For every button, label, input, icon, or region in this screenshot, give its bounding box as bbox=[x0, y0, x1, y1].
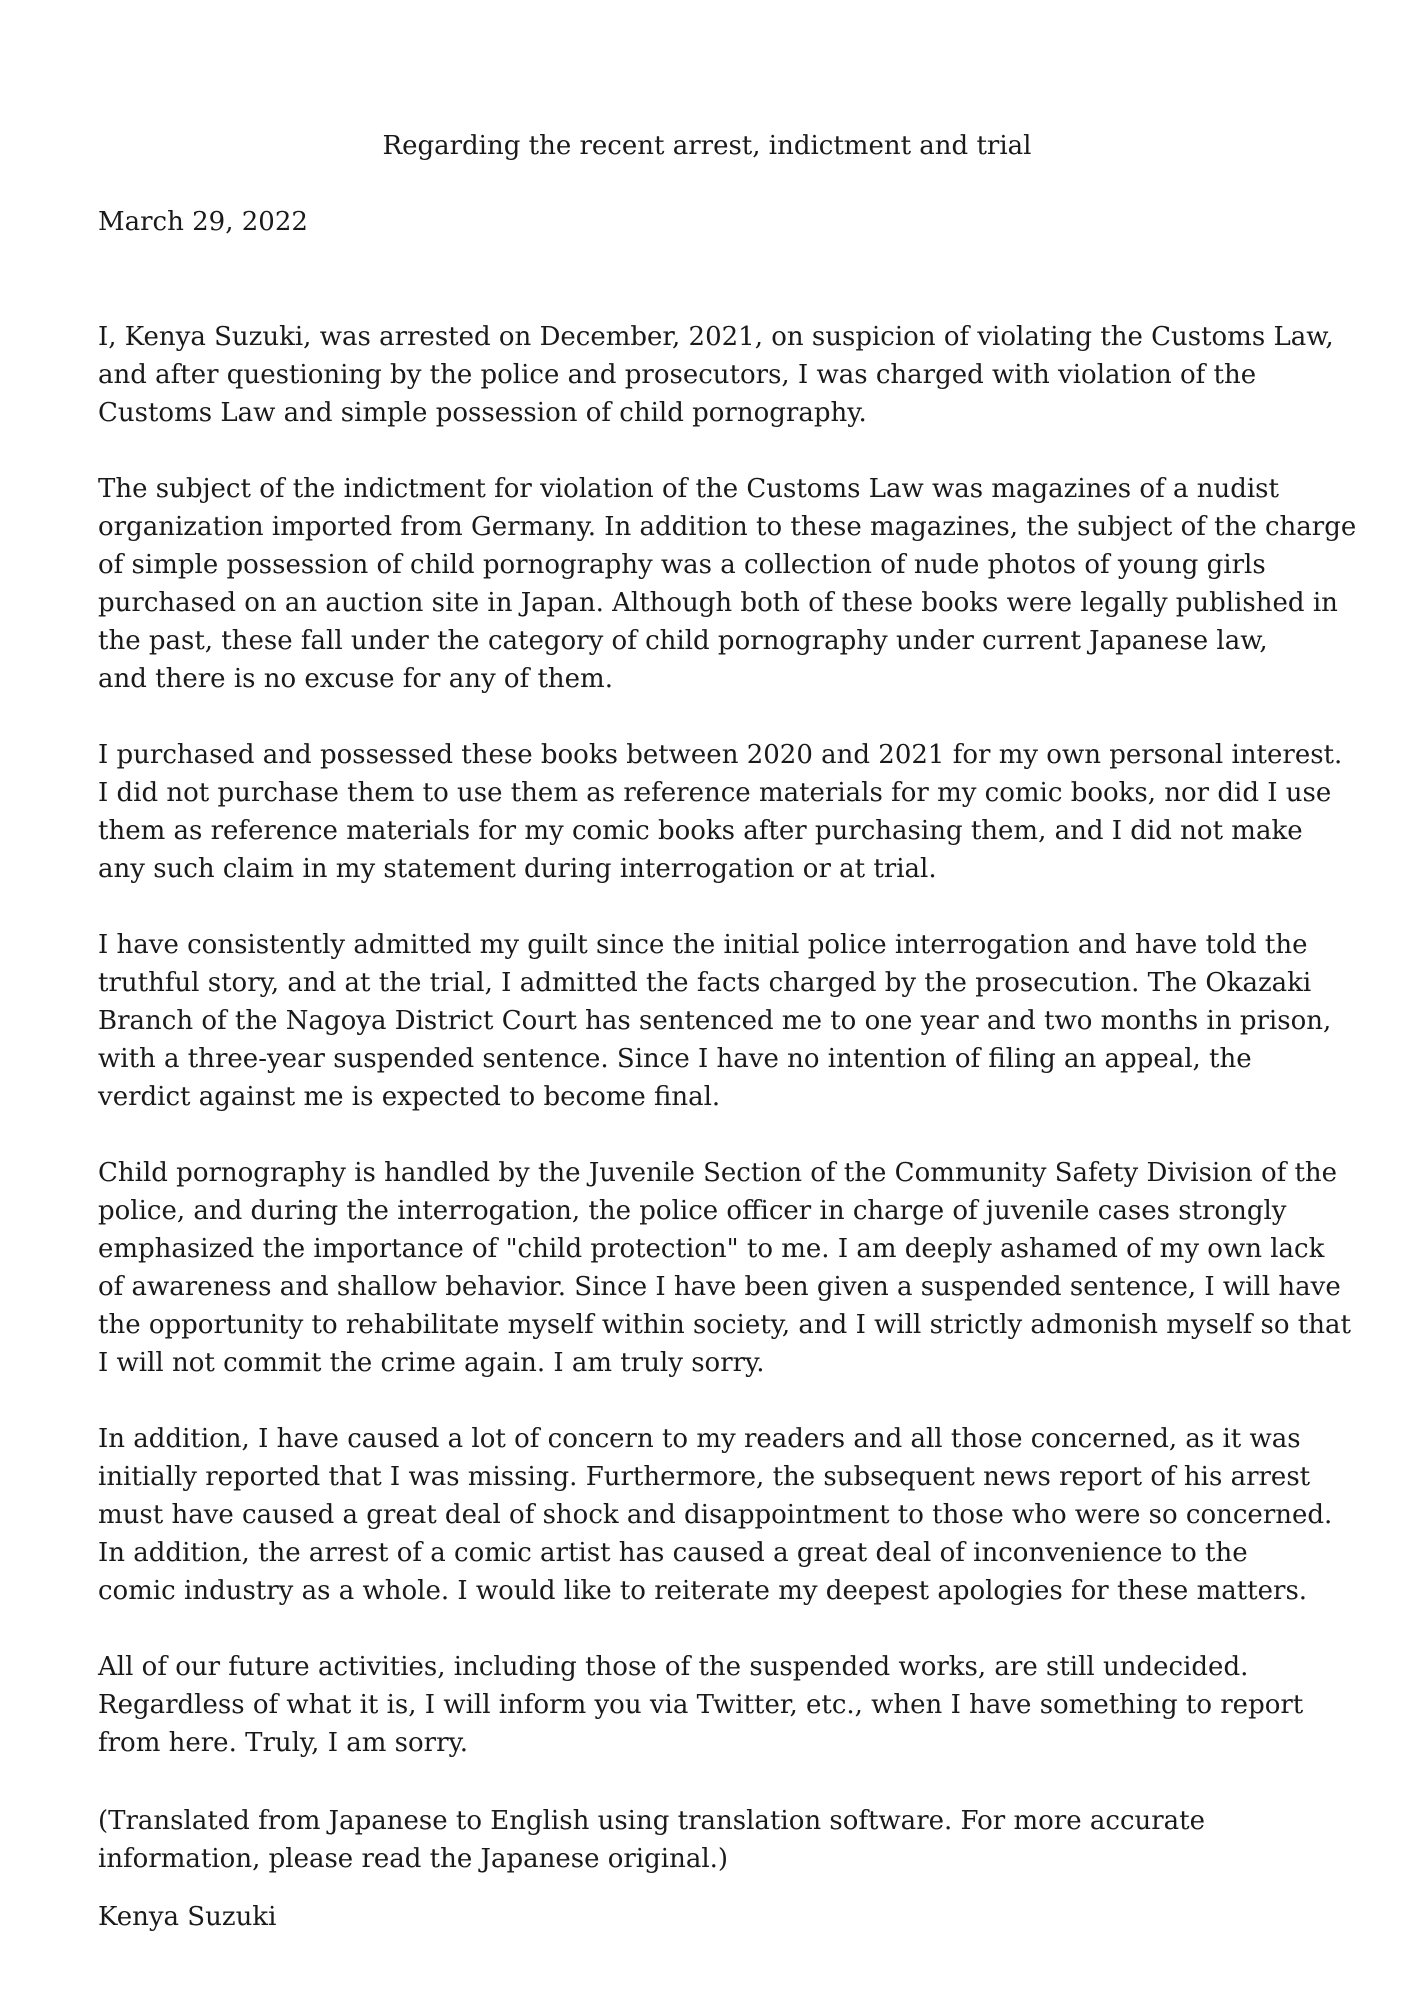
paragraph-line: Branch of the Nagoya District Court has sentenced me to one year and two months in prison, bbox=[98, 1006, 1332, 1036]
paragraph-line: from here. Truly, I am sorry. bbox=[98, 1728, 469, 1758]
paragraph-line: the opportunity to rehabilitate myself within society, and I will strictly admonish myself so that bbox=[98, 1310, 1351, 1340]
paragraph-line: purchased on an auction site in Japan. Although both of these books were legally published in bbox=[98, 588, 1338, 618]
paragraph-concern bbox=[98, 1420, 1332, 1610]
paragraph-arrest bbox=[98, 318, 1334, 432]
paragraph-line: of simple possession of child pornography was a collection of nude photos of young girls bbox=[98, 550, 1266, 580]
paragraph-line: In addition, I have caused a lot of concern to my readers and all those concerned, as it was bbox=[98, 1424, 1301, 1454]
paragraph-line: initially reported that I was missing. Furthermore, the subsequent news report of his arrest bbox=[98, 1462, 1311, 1492]
paragraph-line: I have consistently admitted my guilt since the initial police interrogation and have told the bbox=[98, 930, 1308, 960]
paragraph-line: Customs Law and simple possession of child pornography. bbox=[98, 398, 867, 428]
paragraph-line: and after questioning by the police and prosecutors, I was charged with violation of the bbox=[98, 360, 1257, 390]
paragraph-line: verdict against me is expected to become final. bbox=[98, 1082, 721, 1112]
paragraph-line: All of our future activities, including those of the suspended works, are still undecided. bbox=[98, 1652, 1249, 1682]
document-date: March 29, 2022 bbox=[98, 207, 308, 237]
signature: Kenya Suzuki bbox=[98, 1902, 277, 1932]
paragraph-line: information, please read the Japanese original.) bbox=[98, 1844, 729, 1874]
paragraph-line: I purchased and possessed these books between 2020 and 2021 for my own personal interest. bbox=[98, 740, 1343, 770]
paragraph-line: comic industry as a whole. I would like to reiterate my deepest apologies for these matters. bbox=[98, 1576, 1308, 1606]
paragraph-line: (Translated from Japanese to English using translation software. For more accurate bbox=[98, 1806, 1206, 1836]
paragraph-line: must have caused a great deal of shock and disappointment to those who were so concerned. bbox=[98, 1500, 1333, 1530]
paragraph-line: I, Kenya Suzuki, was arrested on December, 2021, on suspicion of violating the Customs Law, bbox=[98, 322, 1334, 352]
paragraph-line: any such claim in my statement during interrogation or at trial. bbox=[98, 854, 937, 884]
paragraph-line: I will not commit the crime again. I am truly sorry. bbox=[98, 1348, 765, 1378]
document-title: Regarding the recent arrest, indictment and trial bbox=[382, 131, 1032, 161]
paragraph-line: The subject of the indictment for violation of the Customs Law was magazines of a nudist bbox=[98, 474, 1279, 504]
paragraph-line: police, and during the interrogation, the police officer in charge of juvenile cases strongly bbox=[98, 1196, 1287, 1226]
paragraph-line: Child pornography is handled by the Juvenile Section of the Community Safety Division of the bbox=[98, 1158, 1338, 1188]
paragraph-line: with a three-year suspended sentence. Since I have no intention of filing an appeal, the bbox=[98, 1044, 1252, 1074]
paragraph-line: I did not purchase them to use them as reference materials for my comic books, nor did I use bbox=[98, 778, 1332, 808]
paragraph-line: emphasized the importance of "child protection" to me. I am deeply ashamed of my own lack bbox=[98, 1234, 1325, 1264]
paragraph-line: organization imported from Germany. In addition to these magazines, the subject of the charge bbox=[98, 512, 1357, 542]
paragraph-line: In addition, the arrest of a comic artist has caused a great deal of inconvenience to the bbox=[98, 1538, 1248, 1568]
paragraph-line: truthful story, and at the trial, I admitted the facts charged by the prosecution. The Okazaki bbox=[98, 968, 1312, 998]
paragraph-line: and there is no excuse for any of them. bbox=[98, 664, 613, 694]
paragraph-line: Regardless of what it is, I will inform you via Twitter, etc., when I have something to report bbox=[98, 1690, 1304, 1720]
paragraph-line: of awareness and shallow behavior. Since I have been given a suspended sentence, I will have bbox=[98, 1272, 1341, 1302]
paragraph-future bbox=[98, 1648, 1303, 1762]
paragraph-indictment bbox=[98, 470, 1356, 698]
paragraph-line: them as reference materials for my comic books after purchasing them, and I did not make bbox=[98, 816, 1303, 846]
paragraph-translation-note bbox=[98, 1802, 1205, 1878]
paragraph-trial bbox=[98, 926, 1331, 1116]
paragraph-line: the past, these fall under the category of child pornography under current Japanese law, bbox=[98, 626, 1268, 656]
paragraph-apology bbox=[98, 1154, 1351, 1382]
paragraph-purchase bbox=[98, 736, 1342, 888]
